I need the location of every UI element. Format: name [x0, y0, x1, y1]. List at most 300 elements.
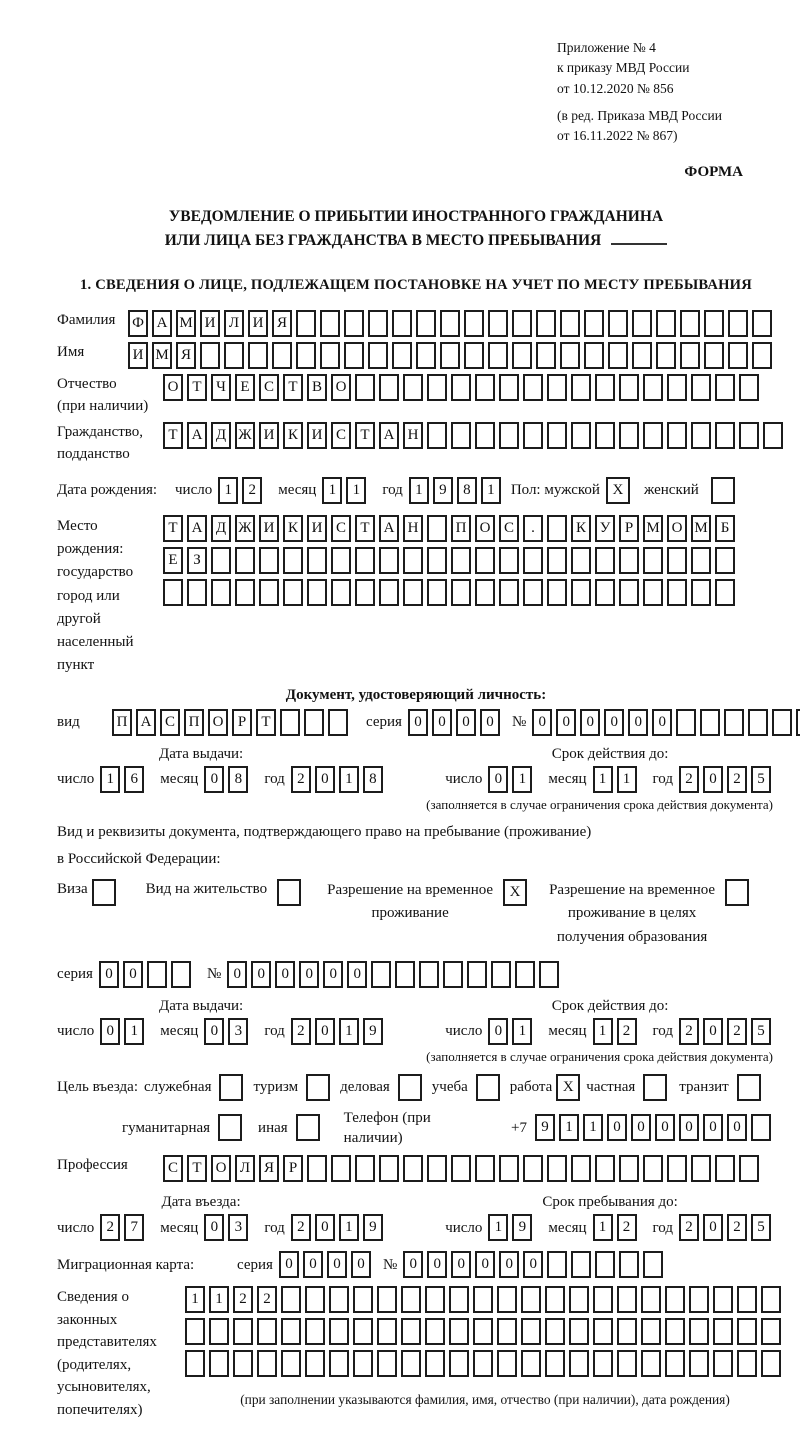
- char-box[interactable]: О: [208, 709, 228, 736]
- char-box[interactable]: 0: [204, 1018, 224, 1045]
- char-box[interactable]: [619, 547, 639, 574]
- char-box[interactable]: [545, 1350, 565, 1377]
- char-box[interactable]: [401, 1350, 421, 1377]
- char-box[interactable]: [667, 547, 687, 574]
- char-box[interactable]: [280, 709, 300, 736]
- char-box[interactable]: [569, 1350, 589, 1377]
- char-box[interactable]: 0: [323, 961, 343, 988]
- char-box[interactable]: [715, 1155, 735, 1182]
- char-box[interactable]: А: [379, 422, 399, 449]
- char-box[interactable]: 0: [523, 1251, 543, 1278]
- char-box[interactable]: [427, 374, 447, 401]
- char-box[interactable]: Я: [272, 310, 292, 337]
- char-box[interactable]: [497, 1318, 517, 1345]
- char-box[interactable]: [353, 1318, 373, 1345]
- char-box[interactable]: 0: [488, 1018, 508, 1045]
- char-box[interactable]: Т: [355, 422, 375, 449]
- char-box[interactable]: [691, 422, 711, 449]
- char-box[interactable]: [643, 547, 663, 574]
- char-box[interactable]: [547, 515, 567, 542]
- purpose-tourism-checkbox[interactable]: [306, 1074, 330, 1101]
- char-box[interactable]: 2: [679, 1214, 699, 1241]
- char-box[interactable]: Т: [187, 374, 207, 401]
- char-box[interactable]: 5: [751, 1214, 771, 1241]
- char-box[interactable]: 0: [100, 1018, 120, 1045]
- char-box[interactable]: 1: [100, 766, 120, 793]
- char-box[interactable]: [427, 579, 447, 606]
- char-box[interactable]: [499, 422, 519, 449]
- char-box[interactable]: Д: [211, 515, 231, 542]
- char-box[interactable]: 1: [593, 1214, 613, 1241]
- char-box[interactable]: [512, 342, 532, 369]
- char-box[interactable]: [427, 422, 447, 449]
- char-box[interactable]: [617, 1350, 637, 1377]
- char-box[interactable]: [571, 374, 591, 401]
- char-box[interactable]: 2: [727, 1018, 747, 1045]
- char-box[interactable]: Н: [403, 515, 423, 542]
- char-box[interactable]: Я: [176, 342, 196, 369]
- char-box[interactable]: [355, 547, 375, 574]
- char-box[interactable]: [713, 1350, 733, 1377]
- char-box[interactable]: [737, 1350, 757, 1377]
- char-box[interactable]: [547, 579, 567, 606]
- char-box[interactable]: Л: [235, 1155, 255, 1182]
- char-box[interactable]: 0: [451, 1251, 471, 1278]
- char-box[interactable]: О: [331, 374, 351, 401]
- char-box[interactable]: [545, 1318, 565, 1345]
- char-box[interactable]: 1: [512, 766, 532, 793]
- char-box[interactable]: И: [307, 422, 327, 449]
- char-box[interactable]: [689, 1318, 709, 1345]
- char-box[interactable]: [491, 961, 511, 988]
- char-box[interactable]: [307, 1155, 327, 1182]
- char-box[interactable]: [704, 342, 724, 369]
- char-box[interactable]: [761, 1350, 781, 1377]
- char-box[interactable]: 0: [315, 766, 335, 793]
- char-box[interactable]: [331, 547, 351, 574]
- char-box[interactable]: [209, 1318, 229, 1345]
- char-box[interactable]: [233, 1318, 253, 1345]
- char-box[interactable]: 3: [228, 1018, 248, 1045]
- char-box[interactable]: 0: [403, 1251, 423, 1278]
- char-box[interactable]: [667, 422, 687, 449]
- char-box[interactable]: [584, 342, 604, 369]
- char-box[interactable]: [512, 310, 532, 337]
- char-box[interactable]: [761, 1318, 781, 1345]
- char-box[interactable]: К: [283, 422, 303, 449]
- char-box[interactable]: Ж: [235, 422, 255, 449]
- char-box[interactable]: 0: [607, 1114, 627, 1141]
- char-box[interactable]: С: [331, 515, 351, 542]
- char-box[interactable]: С: [331, 422, 351, 449]
- purpose-transit-checkbox[interactable]: [737, 1074, 761, 1101]
- char-box[interactable]: [715, 422, 735, 449]
- char-box[interactable]: 1: [339, 1214, 359, 1241]
- char-box[interactable]: [739, 374, 759, 401]
- char-box[interactable]: [355, 374, 375, 401]
- char-box[interactable]: [523, 1155, 543, 1182]
- char-box[interactable]: 2: [617, 1214, 637, 1241]
- char-box[interactable]: 0: [251, 961, 271, 988]
- char-box[interactable]: [209, 1350, 229, 1377]
- char-box[interactable]: [329, 1286, 349, 1313]
- char-box[interactable]: [419, 961, 439, 988]
- char-box[interactable]: 1: [481, 477, 501, 504]
- char-box[interactable]: 0: [408, 709, 428, 736]
- char-box[interactable]: [595, 422, 615, 449]
- char-box[interactable]: [595, 579, 615, 606]
- char-box[interactable]: [449, 1318, 469, 1345]
- char-box[interactable]: [488, 342, 508, 369]
- char-box[interactable]: [451, 374, 471, 401]
- char-box[interactable]: Н: [403, 422, 423, 449]
- char-box[interactable]: 0: [123, 961, 143, 988]
- char-box[interactable]: [368, 310, 388, 337]
- char-box[interactable]: Т: [256, 709, 276, 736]
- char-box[interactable]: 0: [499, 1251, 519, 1278]
- char-box[interactable]: [233, 1350, 253, 1377]
- char-box[interactable]: [185, 1350, 205, 1377]
- char-box[interactable]: А: [187, 515, 207, 542]
- char-box[interactable]: А: [379, 515, 399, 542]
- char-box[interactable]: 0: [727, 1114, 747, 1141]
- char-box[interactable]: [752, 310, 772, 337]
- char-box[interactable]: 2: [727, 1214, 747, 1241]
- char-box[interactable]: [584, 310, 604, 337]
- char-box[interactable]: К: [571, 515, 591, 542]
- char-box[interactable]: [643, 422, 663, 449]
- char-box[interactable]: Р: [619, 515, 639, 542]
- char-box[interactable]: 0: [204, 766, 224, 793]
- char-box[interactable]: [571, 579, 591, 606]
- char-box[interactable]: [449, 1350, 469, 1377]
- char-box[interactable]: [305, 1350, 325, 1377]
- char-box[interactable]: [569, 1318, 589, 1345]
- char-box[interactable]: [632, 342, 652, 369]
- char-box[interactable]: [691, 1155, 711, 1182]
- char-box[interactable]: 1: [617, 766, 637, 793]
- char-box[interactable]: [211, 547, 231, 574]
- char-box[interactable]: 0: [480, 709, 500, 736]
- char-box[interactable]: [451, 422, 471, 449]
- char-box[interactable]: 0: [456, 709, 476, 736]
- char-box[interactable]: [187, 579, 207, 606]
- char-box[interactable]: 1: [512, 1018, 532, 1045]
- char-box[interactable]: 1: [593, 766, 613, 793]
- char-box[interactable]: Ч: [211, 374, 231, 401]
- char-box[interactable]: [796, 709, 800, 736]
- char-box[interactable]: 0: [204, 1214, 224, 1241]
- char-box[interactable]: [344, 342, 364, 369]
- char-box[interactable]: [259, 579, 279, 606]
- char-box[interactable]: О: [211, 1155, 231, 1182]
- char-box[interactable]: [595, 547, 615, 574]
- char-box[interactable]: [515, 961, 535, 988]
- char-box[interactable]: 0: [347, 961, 367, 988]
- char-box[interactable]: [763, 422, 783, 449]
- char-box[interactable]: [680, 310, 700, 337]
- char-box[interactable]: [425, 1318, 445, 1345]
- char-box[interactable]: [499, 547, 519, 574]
- char-box[interactable]: Р: [232, 709, 252, 736]
- char-box[interactable]: 0: [303, 1251, 323, 1278]
- char-box[interactable]: [451, 1155, 471, 1182]
- char-box[interactable]: [296, 310, 316, 337]
- char-box[interactable]: [449, 1286, 469, 1313]
- char-box[interactable]: [344, 310, 364, 337]
- purpose-private-checkbox[interactable]: [643, 1074, 667, 1101]
- char-box[interactable]: [304, 709, 324, 736]
- char-box[interactable]: 8: [363, 766, 383, 793]
- char-box[interactable]: 8: [228, 766, 248, 793]
- sex-male-checkbox[interactable]: X: [606, 477, 630, 504]
- char-box[interactable]: [751, 1114, 771, 1141]
- char-box[interactable]: М: [152, 342, 172, 369]
- purpose-business-checkbox[interactable]: [398, 1074, 422, 1101]
- char-box[interactable]: 1: [185, 1286, 205, 1313]
- char-box[interactable]: Т: [163, 422, 183, 449]
- char-box[interactable]: 0: [427, 1251, 447, 1278]
- char-box[interactable]: 0: [679, 1114, 699, 1141]
- char-box[interactable]: [632, 310, 652, 337]
- char-box[interactable]: И: [259, 422, 279, 449]
- char-box[interactable]: [547, 1251, 567, 1278]
- char-box[interactable]: [536, 342, 556, 369]
- char-box[interactable]: [536, 310, 556, 337]
- char-box[interactable]: [713, 1286, 733, 1313]
- purpose-study-checkbox[interactable]: [476, 1074, 500, 1101]
- char-box[interactable]: З: [187, 547, 207, 574]
- char-box[interactable]: [523, 422, 543, 449]
- char-box[interactable]: 0: [432, 709, 452, 736]
- char-box[interactable]: [377, 1318, 397, 1345]
- char-box[interactable]: 0: [315, 1018, 335, 1045]
- char-box[interactable]: О: [667, 515, 687, 542]
- char-box[interactable]: [320, 310, 340, 337]
- char-box[interactable]: [643, 1155, 663, 1182]
- char-box[interactable]: П: [184, 709, 204, 736]
- char-box[interactable]: Р: [283, 1155, 303, 1182]
- char-box[interactable]: 0: [703, 766, 723, 793]
- char-box[interactable]: 0: [488, 766, 508, 793]
- char-box[interactable]: [147, 961, 167, 988]
- char-box[interactable]: [715, 547, 735, 574]
- char-box[interactable]: 9: [433, 477, 453, 504]
- char-box[interactable]: [379, 1155, 399, 1182]
- char-box[interactable]: [643, 374, 663, 401]
- char-box[interactable]: К: [283, 515, 303, 542]
- purpose-humanitarian-checkbox[interactable]: [218, 1114, 242, 1141]
- char-box[interactable]: И: [248, 310, 268, 337]
- char-box[interactable]: [665, 1286, 685, 1313]
- char-box[interactable]: [724, 709, 744, 736]
- char-box[interactable]: [171, 961, 191, 988]
- char-box[interactable]: [355, 579, 375, 606]
- char-box[interactable]: [643, 1251, 663, 1278]
- char-box[interactable]: [667, 579, 687, 606]
- char-box[interactable]: [259, 547, 279, 574]
- char-box[interactable]: 0: [227, 961, 247, 988]
- char-box[interactable]: [593, 1318, 613, 1345]
- purpose-work-checkbox[interactable]: X: [556, 1074, 580, 1101]
- char-box[interactable]: [569, 1286, 589, 1313]
- char-box[interactable]: 1: [339, 766, 359, 793]
- char-box[interactable]: 1: [322, 477, 342, 504]
- char-box[interactable]: [443, 961, 463, 988]
- char-box[interactable]: [403, 547, 423, 574]
- char-box[interactable]: [211, 579, 231, 606]
- char-box[interactable]: [680, 342, 700, 369]
- char-box[interactable]: [656, 342, 676, 369]
- char-box[interactable]: [440, 310, 460, 337]
- char-box[interactable]: Т: [355, 515, 375, 542]
- char-box[interactable]: П: [112, 709, 132, 736]
- char-box[interactable]: 2: [291, 766, 311, 793]
- char-box[interactable]: [545, 1286, 565, 1313]
- char-box[interactable]: [425, 1350, 445, 1377]
- char-box[interactable]: 2: [257, 1286, 277, 1313]
- char-box[interactable]: 1: [488, 1214, 508, 1241]
- char-box[interactable]: [571, 422, 591, 449]
- char-box[interactable]: [571, 1155, 591, 1182]
- char-box[interactable]: М: [176, 310, 196, 337]
- char-box[interactable]: 5: [751, 1018, 771, 1045]
- char-box[interactable]: 2: [233, 1286, 253, 1313]
- char-box[interactable]: 2: [727, 766, 747, 793]
- char-box[interactable]: [331, 1155, 351, 1182]
- char-box[interactable]: [737, 1286, 757, 1313]
- char-box[interactable]: [691, 374, 711, 401]
- char-box[interactable]: [451, 547, 471, 574]
- purpose-other-checkbox[interactable]: [296, 1114, 320, 1141]
- char-box[interactable]: [643, 579, 663, 606]
- char-box[interactable]: П: [451, 515, 471, 542]
- char-box[interactable]: 9: [512, 1214, 532, 1241]
- char-box[interactable]: [667, 374, 687, 401]
- char-box[interactable]: [691, 579, 711, 606]
- char-box[interactable]: 0: [628, 709, 648, 736]
- char-box[interactable]: [235, 579, 255, 606]
- char-box[interactable]: С: [160, 709, 180, 736]
- char-box[interactable]: А: [136, 709, 156, 736]
- char-box[interactable]: 5: [751, 766, 771, 793]
- char-box[interactable]: [617, 1286, 637, 1313]
- char-box[interactable]: [595, 374, 615, 401]
- char-box[interactable]: [464, 310, 484, 337]
- char-box[interactable]: О: [475, 515, 495, 542]
- char-box[interactable]: [641, 1350, 661, 1377]
- char-box[interactable]: М: [643, 515, 663, 542]
- char-box[interactable]: 0: [99, 961, 119, 988]
- char-box[interactable]: [475, 547, 495, 574]
- char-box[interactable]: [488, 310, 508, 337]
- char-box[interactable]: [619, 1155, 639, 1182]
- char-box[interactable]: 6: [124, 766, 144, 793]
- char-box[interactable]: [392, 310, 412, 337]
- char-box[interactable]: 1: [559, 1114, 579, 1141]
- char-box[interactable]: [355, 1155, 375, 1182]
- char-box[interactable]: [715, 374, 735, 401]
- char-box[interactable]: 2: [679, 1018, 699, 1045]
- char-box[interactable]: [571, 1251, 591, 1278]
- char-box[interactable]: [467, 961, 487, 988]
- char-box[interactable]: С: [259, 374, 279, 401]
- char-box[interactable]: [676, 709, 696, 736]
- char-box[interactable]: [691, 547, 711, 574]
- char-box[interactable]: Ф: [128, 310, 148, 337]
- char-box[interactable]: А: [152, 310, 172, 337]
- char-box[interactable]: [497, 1286, 517, 1313]
- char-box[interactable]: И: [259, 515, 279, 542]
- char-box[interactable]: [560, 342, 580, 369]
- char-box[interactable]: [427, 515, 447, 542]
- char-box[interactable]: В: [307, 374, 327, 401]
- char-box[interactable]: [185, 1318, 205, 1345]
- char-box[interactable]: 0: [580, 709, 600, 736]
- char-box[interactable]: [521, 1318, 541, 1345]
- char-box[interactable]: И: [307, 515, 327, 542]
- char-box[interactable]: 8: [457, 477, 477, 504]
- temp-permit-checkbox[interactable]: X: [503, 879, 527, 906]
- char-box[interactable]: [451, 579, 471, 606]
- char-box[interactable]: [748, 709, 768, 736]
- visa-checkbox[interactable]: [92, 879, 116, 906]
- char-box[interactable]: [619, 422, 639, 449]
- char-box[interactable]: 0: [299, 961, 319, 988]
- char-box[interactable]: [523, 579, 543, 606]
- char-box[interactable]: [497, 1350, 517, 1377]
- char-box[interactable]: [704, 310, 724, 337]
- edu-permit-checkbox[interactable]: [725, 879, 749, 906]
- char-box[interactable]: [235, 547, 255, 574]
- char-box[interactable]: [521, 1350, 541, 1377]
- char-box[interactable]: [427, 1155, 447, 1182]
- char-box[interactable]: [715, 579, 735, 606]
- char-box[interactable]: 0: [351, 1251, 371, 1278]
- char-box[interactable]: [772, 709, 792, 736]
- char-box[interactable]: [523, 374, 543, 401]
- char-box[interactable]: М: [691, 515, 711, 542]
- char-box[interactable]: 0: [315, 1214, 335, 1241]
- char-box[interactable]: [737, 1318, 757, 1345]
- char-box[interactable]: Т: [283, 374, 303, 401]
- char-box[interactable]: [499, 374, 519, 401]
- char-box[interactable]: 2: [291, 1018, 311, 1045]
- char-box[interactable]: [329, 1318, 349, 1345]
- char-box[interactable]: [595, 1155, 615, 1182]
- char-box[interactable]: [700, 709, 720, 736]
- char-box[interactable]: [281, 1286, 301, 1313]
- char-box[interactable]: [619, 579, 639, 606]
- char-box[interactable]: [353, 1286, 373, 1313]
- char-box[interactable]: [608, 342, 628, 369]
- char-box[interactable]: Е: [163, 547, 183, 574]
- char-box[interactable]: [523, 547, 543, 574]
- char-box[interactable]: [593, 1350, 613, 1377]
- char-box[interactable]: 0: [655, 1114, 675, 1141]
- char-box[interactable]: 2: [242, 477, 262, 504]
- char-box[interactable]: [224, 342, 244, 369]
- char-box[interactable]: 1: [409, 477, 429, 504]
- char-box[interactable]: Ж: [235, 515, 255, 542]
- char-box[interactable]: Т: [163, 515, 183, 542]
- char-box[interactable]: 0: [279, 1251, 299, 1278]
- char-box[interactable]: 2: [100, 1214, 120, 1241]
- char-box[interactable]: [475, 1155, 495, 1182]
- char-box[interactable]: [473, 1318, 493, 1345]
- char-box[interactable]: [475, 422, 495, 449]
- residence-permit-checkbox[interactable]: [277, 879, 301, 906]
